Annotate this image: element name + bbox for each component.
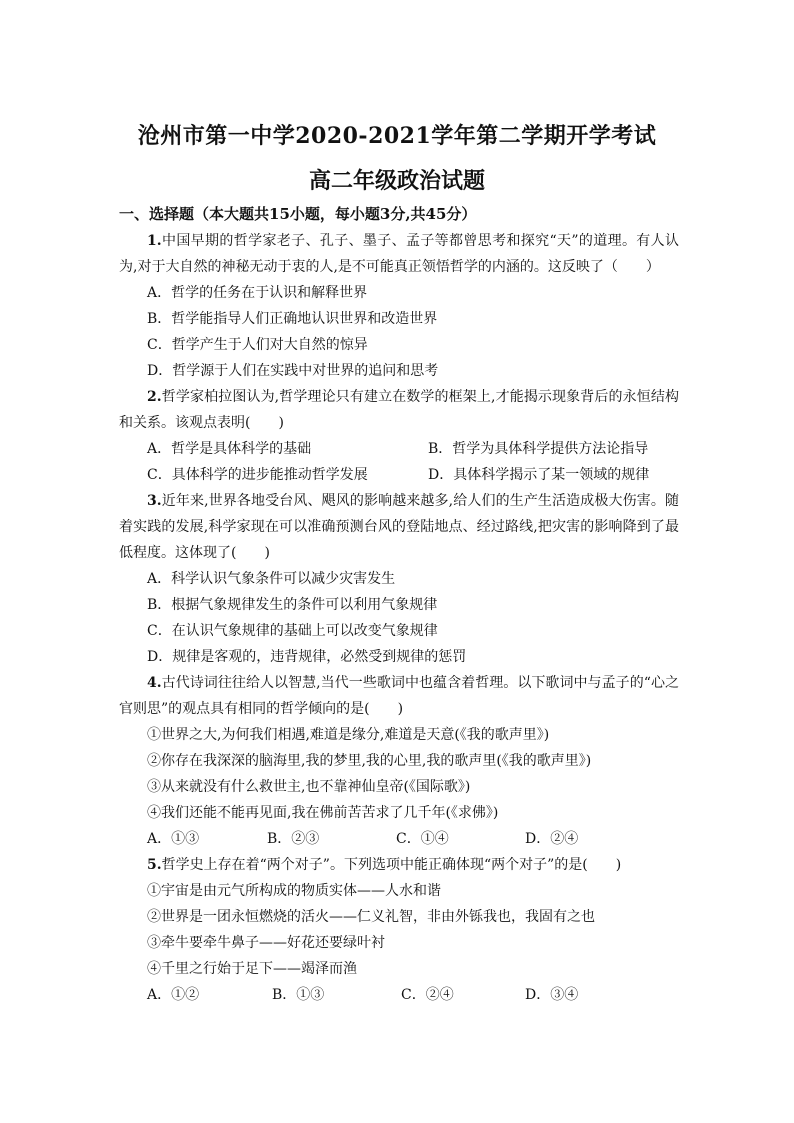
statement-1: ①宇宙是由元气所构成的物质实体——人水和谐 xyxy=(147,883,441,899)
exam-title: 沧州市第一中学2020-2021学年第二学期开学考试 xyxy=(137,123,657,149)
question-text: 古代诗词往往给人以智慧,当代一些歌词中也蕴含着哲理。以下歌词中与孟子的“心之官则思”的观点具有相同的哲学倾向的是( ) xyxy=(119,675,679,717)
question-text: 哲学家柏拉图认为,哲学理论只有建立在数学的框架上,才能揭示现象背后的永恒结构和关系。该观点表明( ) xyxy=(119,389,679,431)
question-stem xyxy=(119,670,679,722)
question-2 xyxy=(119,384,679,488)
option-c: C．哲学产生于人们对大自然的惊异 xyxy=(147,337,368,353)
option-c: C．具体科学的进步能推动哲学发展 xyxy=(147,467,368,483)
statement-1: ①世界之大,为何我们相遇,难道是缘分,难道是天意(《我的歌声里》) xyxy=(147,727,550,743)
option-d: D．规律是客观的，违背规律，必然受到规律的惩罚 xyxy=(147,649,467,665)
question-number: 1. xyxy=(147,233,162,249)
section-heading: 一、选择题（本大题共15小题，每小题3分,共45分） xyxy=(119,205,477,223)
statement-4: ④我们还能不能再见面,我在佛前苦苦求了几千年(《求佛》) xyxy=(147,805,499,821)
question-3 xyxy=(119,488,679,670)
option-a: A．①③ xyxy=(147,831,200,847)
question-text: 哲学史上存在着“两个对子”。下列选项中能正确体现“两个对子”的是( ) xyxy=(161,857,622,873)
question-stem xyxy=(119,228,679,280)
option-a: A．哲学是具体科学的基础 xyxy=(147,441,312,457)
option-a: A．哲学的任务在于认识和解释世界 xyxy=(147,285,368,301)
question-4 xyxy=(119,670,679,852)
option-b: B．哲学为具体科学提供方法论指导 xyxy=(428,441,649,457)
option-c: C．②④ xyxy=(401,987,454,1003)
statement-3: ③从来就没有什么救世主,也不靠神仙皇帝(《国际歌》) xyxy=(147,779,471,795)
question-stem xyxy=(119,488,679,566)
option-row xyxy=(119,436,679,462)
option-d: D．具体科学揭示了某一领域的规律 xyxy=(428,467,650,483)
exam-subtitle: 高二年级政治试题 xyxy=(308,168,485,194)
option-a: A．①② xyxy=(147,987,200,1003)
statement-4: ④千里之行始于足下——竭泽而渔 xyxy=(147,961,357,977)
question-number: 5. xyxy=(147,857,162,873)
question-1 xyxy=(119,228,679,384)
question-stem xyxy=(119,384,679,436)
question-number: 2. xyxy=(147,389,162,405)
option-d: D．③④ xyxy=(525,987,579,1003)
question-5 xyxy=(119,852,679,1008)
question-number: 3. xyxy=(147,493,162,509)
statement-3: ③牵牛要牵牛鼻子——好花还要绿叶衬 xyxy=(147,935,385,951)
option-d: D．哲学源于人们在实践中对世界的追问和思考 xyxy=(147,363,439,379)
option-b: B．②③ xyxy=(267,831,320,847)
question-number: 4. xyxy=(147,675,162,691)
option-d: D．②④ xyxy=(525,831,579,847)
option-b: B．①③ xyxy=(272,987,325,1003)
question-text: 近年来,世界各地受台风、飓风的影响越来越多,给人们的生产生活造成极大伤害。随着实践的发展,科学家现在可以准确预测台风的登陆地点、经过路线,把灾害的影响降到了最低程度。这体现了( ) xyxy=(119,493,679,561)
option-c: C．在认识气象规律的基础上可以改变气象规律 xyxy=(147,623,438,639)
option-row xyxy=(119,982,679,1008)
question-text: 中国早期的哲学家老子、孔子、墨子、孟子等都曾思考和探究“天”的道理。有人认为,对于大自然的神秘无动于衷的人,是不可能真正领悟哲学的内涵的。这反映了（ ） xyxy=(119,233,679,275)
option-a: A．科学认识气象条件可以减少灾害发生 xyxy=(147,571,396,587)
option-b: B．哲学能指导人们正确地认识世界和改造世界 xyxy=(147,311,438,327)
option-c: C．①④ xyxy=(396,831,449,847)
statement-2: ②世界是一团永恒燃烧的活火——仁义礼智，非由外铄我也，我固有之也 xyxy=(147,909,595,925)
question-stem xyxy=(119,852,679,878)
option-row xyxy=(119,826,679,852)
statement-2: ②你存在我深深的脑海里,我的梦里,我的心里,我的歌声里(《我的歌声里》) xyxy=(147,753,592,769)
option-b: B．根据气象规律发生的条件可以利用气象规律 xyxy=(147,597,438,613)
option-row xyxy=(119,462,679,488)
questions-body xyxy=(119,228,679,1008)
